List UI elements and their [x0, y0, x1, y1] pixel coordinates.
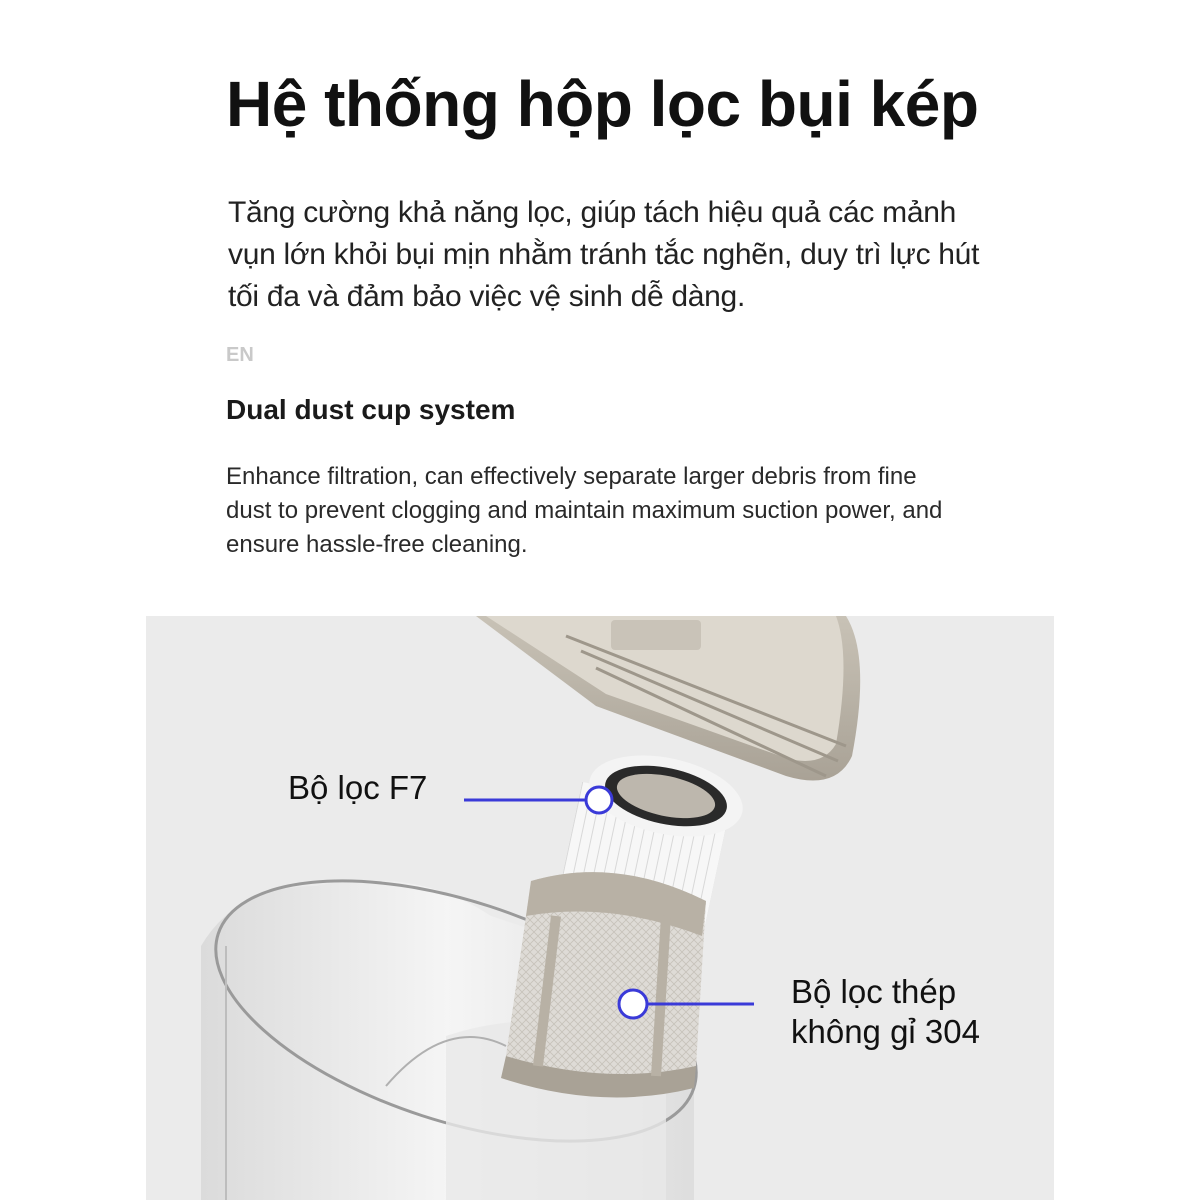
callout-f7-filter: Bộ lọc F7 — [288, 769, 428, 806]
dust-cup-lid — [476, 616, 860, 781]
english-title: Dual dust cup system — [226, 394, 516, 425]
page-title: Hệ thống hộp lọc bụi kép — [226, 68, 979, 140]
steel-mesh-filter — [501, 872, 706, 1097]
dust-cup-illustration — [146, 616, 1054, 1200]
description-vi: Tăng cường khả năng lọc, giúp tách hiệu quả các mảnh vụn lớn khỏi bụi mịn nhằm tránh tắc nghẽn, duy trì lực hút tối đa và đảm bảo việc vệ sinh dễ dàng. — [228, 196, 980, 313]
product-image-panel — [146, 616, 1054, 1200]
language-tag: EN — [226, 344, 254, 366]
callout-steel-filter: Bộ lọc thép không gỉ 304 — [791, 973, 980, 1050]
description-en: Enhance filtration, can effectively separate larger debris from fine dust to prevent clogging and maintain maximum suction power, and ensure hassle-free cleaning. — [226, 463, 943, 558]
